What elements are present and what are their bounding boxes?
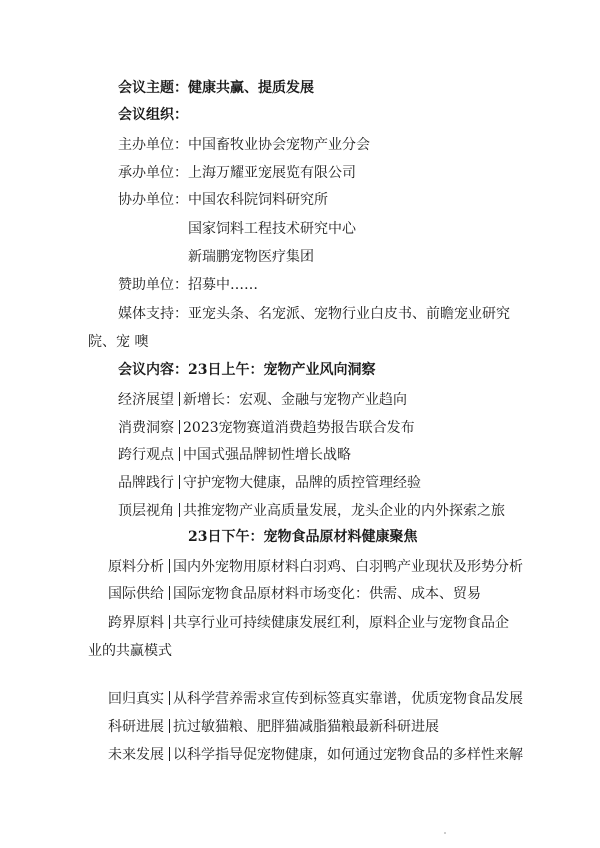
agenda-item-label: 顶层视角 <box>118 503 174 519</box>
co-organizer-value-3: 新瑞鹏宠物医疗集团 <box>188 249 314 265</box>
agenda-item-text: 从科学营养需求宣传到标签真实靠谱，优质宠物食品发展 <box>173 691 523 707</box>
host-label: 主办单位： <box>118 137 188 153</box>
agenda-item-text: 国际宠物食品原材料市场变化：供需、成本、贸易 <box>173 586 481 602</box>
afternoon-title: 23日下午：宠物食品原材料健康聚焦 <box>188 529 418 545</box>
agenda-item-label: 科研进展 <box>108 719 164 735</box>
agenda-item-label: 回归真实 <box>108 691 164 707</box>
agenda-item-text: 中国式强品牌韧性增长战略 <box>183 447 351 463</box>
agenda-item-text: 守护宠物大健康，品牌的质控管理经验 <box>183 475 421 491</box>
organizer-line <box>118 164 356 182</box>
agenda-item-label: 经济展望 <box>118 392 174 408</box>
agenda-item <box>108 746 523 764</box>
agenda-item-label: 国际供给 <box>108 586 164 602</box>
separator-bar <box>179 420 180 434</box>
media-line <box>118 305 510 323</box>
sponsor-value: 招募中…… <box>188 277 258 293</box>
separator-bar <box>169 691 170 705</box>
separator-bar <box>179 392 180 406</box>
agenda-item <box>118 474 421 492</box>
separator-bar <box>179 447 180 461</box>
agenda-item <box>108 614 509 632</box>
separator-bar <box>169 719 170 733</box>
agenda-item <box>118 391 407 409</box>
agenda-item <box>108 558 523 576</box>
separator-bar <box>169 559 170 573</box>
media-label: 媒体支持： <box>118 306 188 322</box>
agenda-item <box>108 718 439 736</box>
agenda-item-text: 2023宠物赛道消费趋势报告联合发布 <box>183 420 415 436</box>
separator-bar <box>169 747 170 761</box>
agenda-item-text: 共享行业可持续健康发展红利，原料企业与宠物食品企 <box>173 615 509 631</box>
host-line <box>118 136 370 154</box>
host-value: 中国畜牧业协会宠物产业分会 <box>188 137 370 153</box>
theme-value: 健康共赢、提质发展 <box>188 80 314 96</box>
agenda-item-label: 未来发展 <box>108 747 164 763</box>
co-organizer-label: 协办单位： <box>118 192 188 208</box>
agenda-item <box>118 419 415 437</box>
sponsor-label: 赞助单位： <box>118 277 188 293</box>
agenda-item-text: 抗过敏猫粮、肥胖猫减脂猫粮最新科研进展 <box>173 719 439 735</box>
agenda-item-label: 原料分析 <box>108 559 164 575</box>
agenda-item-continuation: 业的共赢模式 <box>88 643 172 659</box>
co-organizer-line <box>118 191 328 209</box>
sponsor-line <box>118 276 258 294</box>
content-label: 会议内容： <box>118 362 188 378</box>
agenda-item <box>108 690 523 708</box>
separator-bar <box>179 503 180 517</box>
org-heading: 会议组织： <box>118 107 188 123</box>
separator-bar <box>169 586 170 600</box>
agenda-item <box>118 502 505 520</box>
content-line <box>118 361 375 379</box>
agenda-item-label: 消费洞察 <box>118 420 174 436</box>
agenda-item-text: 共推宠物产业高质量发展，龙头企业的内外探索之旅 <box>183 503 505 519</box>
separator-bar <box>179 475 180 489</box>
agenda-item-text: 新增长：宏观、金融与宠物产业趋向 <box>183 392 407 408</box>
theme-line <box>118 79 314 97</box>
media-value-line-2: 院、宠 噢 <box>88 334 149 350</box>
agenda-item-text: 以科学指导促宠物健康，如何通过宠物食品的多样性来解 <box>173 747 523 763</box>
agenda-item-text: 国内外宠物用原材料白羽鸡、白羽鸭产业现状及形势分析 <box>173 559 523 575</box>
scan-speck <box>444 832 446 834</box>
agenda-item-label: 跨行观点 <box>118 447 174 463</box>
morning-title: 23日上午：宠物产业风向洞察 <box>188 362 376 378</box>
theme-label: 会议主题： <box>118 80 188 96</box>
separator-bar <box>169 615 170 629</box>
media-value-line-1: 亚宠头条、名宠派、宠物行业白皮书、前瞻宠业研究 <box>188 306 510 322</box>
organizer-value: 上海万耀亚宠展览有限公司 <box>188 165 356 181</box>
agenda-item-label: 品牌践行 <box>118 475 174 491</box>
agenda-item-label: 跨界原料 <box>108 615 164 631</box>
agenda-item <box>108 585 481 603</box>
co-organizer-value-2: 国家饲料工程技术研究中心 <box>188 221 356 237</box>
agenda-item <box>118 446 351 464</box>
organizer-label: 承办单位： <box>118 165 188 181</box>
co-organizer-value-1: 中国农科院饲料研究所 <box>188 192 328 208</box>
